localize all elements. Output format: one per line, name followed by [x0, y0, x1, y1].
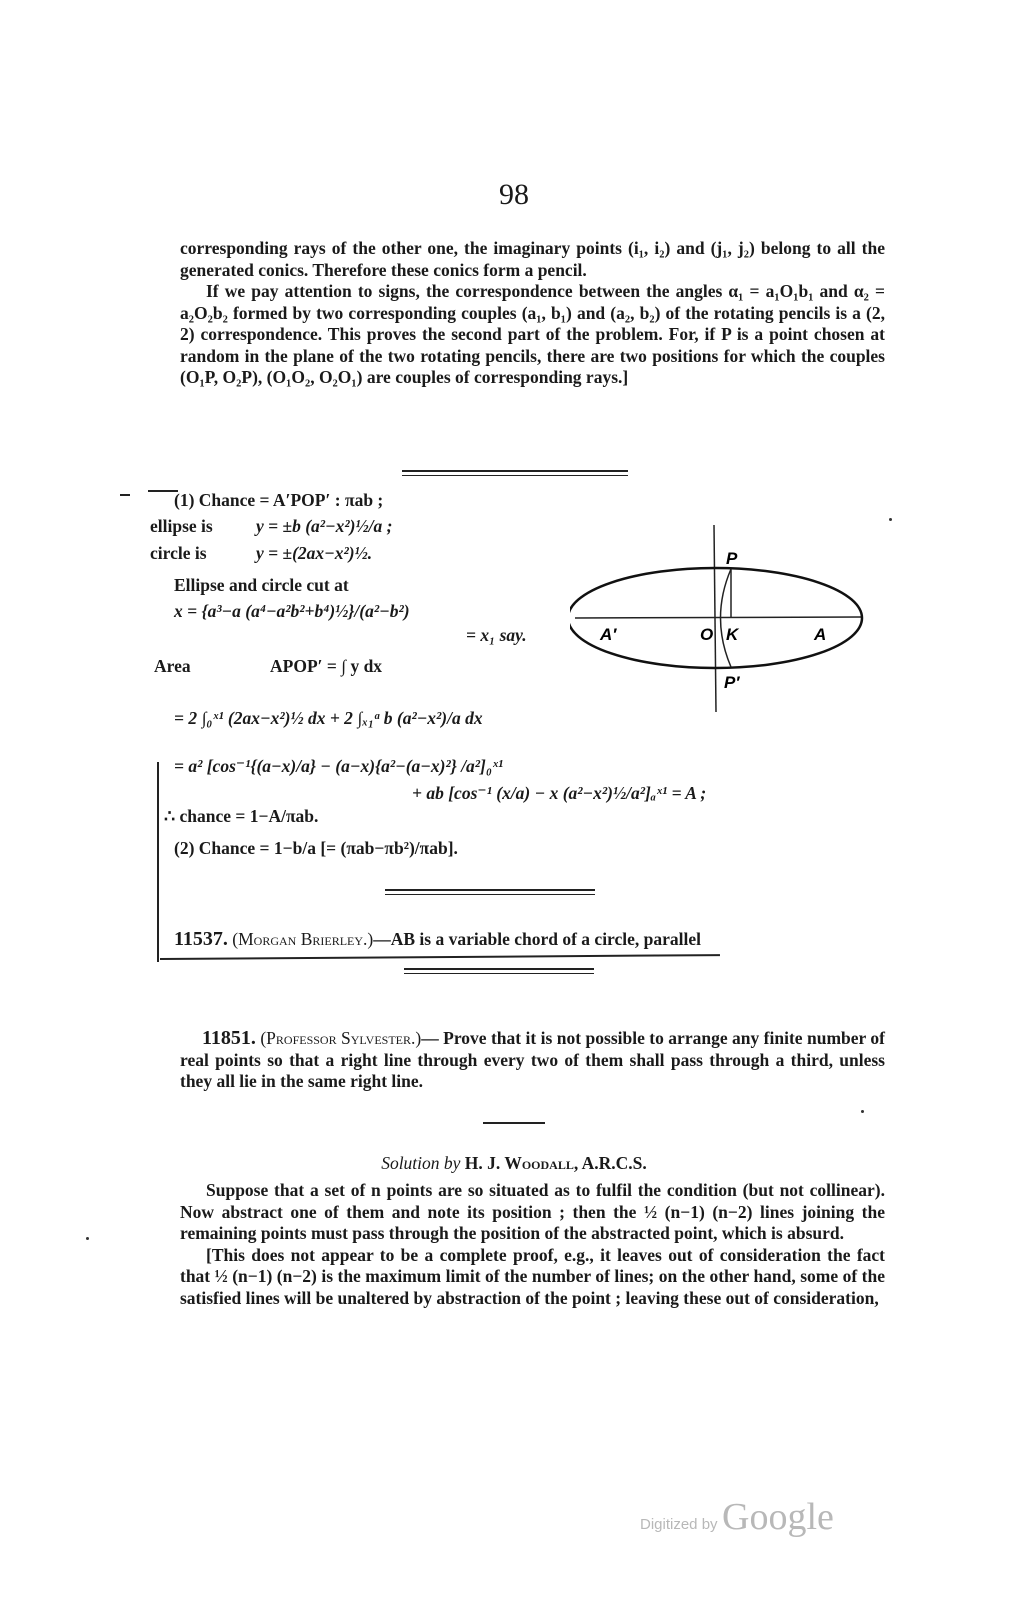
- slip-border: [157, 762, 159, 962]
- divider: [402, 475, 628, 476]
- cut-equation: x = {a³−a (a⁴−a²b²+b⁴)½}/(a²−b²): [174, 601, 410, 621]
- scan-mark: [120, 494, 130, 496]
- ellipse-label: ellipse is: [150, 516, 213, 536]
- integral-line: = 2 ∫₀ˣ¹ (2ax−x²)½ dx + 2 ∫ₓ₁ᵃ b (a²−x²)/a dx: [174, 708, 483, 728]
- digitized-by: Digitized by: [640, 1516, 718, 1533]
- problem-11537: [174, 928, 701, 951]
- top-section: [180, 238, 885, 389]
- label-k: K: [726, 625, 739, 644]
- x-axis: [575, 617, 862, 618]
- result-line-1: = a² [cos⁻¹{(a−x)/a} − (a−x){a²−(a−x)²} /a²]₀ˣ¹: [174, 756, 504, 776]
- label-a: A: [814, 625, 827, 644]
- problem-text: — Prove that it is not possible to arrange any finite number of real points so that a right line through every two of them shall pass through a third, unless they all lie in the same right line.: [180, 1028, 886, 1091]
- chance-result: ∴ chance = 1−A/πab.: [164, 806, 319, 826]
- solution-author: H. J. Woodall, A.R.C.S.: [464, 1153, 647, 1173]
- google-logo: Google: [722, 1496, 834, 1538]
- paragraph: Suppose that a set of n points are so situated as to fulfil the condition (but not collinear). Now abstract one of them and note its position ; then the ½ (n−1) (n−2) lines joining the remaining points must pass through the position of the abstracted point, which is absurd.: [180, 1180, 885, 1243]
- problem-text: —AB is a variable chord of a circle, parallel: [373, 929, 702, 949]
- circle-label: circle is: [150, 543, 207, 563]
- scan-dot: [86, 1237, 89, 1240]
- label-a-prime: A′: [600, 625, 617, 644]
- slip-border: [160, 954, 720, 960]
- paragraph: [This does not appear to be a complete proof, e.g., it leaves out of consideration the fact that ½ (n−1) (n−2) is the maximum limit of the number of lines; on the other hand, some of the satisfied lines will be unaltered by abstraction of the point ; leaving these out of consideration,: [180, 1244, 885, 1308]
- divider: [404, 968, 594, 970]
- problem-author: (Professor Sylvester.): [260, 1028, 422, 1048]
- label-p: P: [726, 549, 738, 568]
- label-p-prime: P′: [724, 673, 740, 692]
- divider: [385, 889, 595, 891]
- problem-author: (Morgan Brierley.): [232, 929, 374, 949]
- label-o: O: [700, 625, 714, 644]
- problem-number: 11537.: [174, 928, 228, 950]
- chance-line: (1) Chance = A′POP′ : πab ;: [174, 490, 384, 510]
- paragraph: corresponding rays of the other one, the imaginary points (i₁, i₂) and (j₁, j₂) belong to all the generated conics. Therefore these conics form a pencil.: [180, 238, 885, 280]
- cut-text: Ellipse and circle cut at: [174, 575, 349, 595]
- result-line-2: + ab [cos⁻¹ (x/a) − x (a²−x²)½/a²]ₐˣ¹ = A ;: [412, 783, 707, 803]
- ellipse-circle-diagram: [570, 500, 920, 720]
- solution-body: [180, 1180, 885, 1309]
- cut-equation-2: = x₁ say.: [466, 625, 527, 645]
- problem-number: 11851.: [202, 1027, 256, 1049]
- scan-dot: [861, 1110, 864, 1113]
- ellipse-equation: y = ±b (a²−x²)½/a ;: [256, 516, 393, 536]
- page-number: 98: [499, 178, 529, 211]
- divider: [402, 470, 628, 472]
- circle-equation: y = ±(2ax−x²)½.: [256, 543, 373, 563]
- solution-heading: [0, 1153, 1028, 1174]
- divider: [385, 894, 595, 895]
- scan-dot: [889, 518, 892, 521]
- y-axis: [714, 525, 716, 712]
- google-watermark: [640, 1495, 834, 1539]
- divider: [404, 973, 594, 974]
- area-equation: APOP′ = ∫ y dx: [270, 656, 383, 676]
- paragraph: If we pay attention to signs, the correspondence between the angles α₁ = a₁O₁b₁ and α₂ = a₂O₂b₂ formed by two corresponding couples (a₁, b₁) and (a₂, b₂) of the rotating pencils is a (2, 2) correspondence. This proves the second part of the problem. For, if P is a point chosen at random in the plane of the two rotating pencils, there are two positions for which the couples (O₁P, O₂P), (O₁O₂, O₂O₁) are couples of corresponding rays.]: [180, 281, 885, 387]
- problem-11851: [180, 1028, 885, 1093]
- solution-by: Solution by: [381, 1153, 461, 1173]
- divider: [483, 1122, 545, 1124]
- area-label: Area: [154, 656, 191, 676]
- chance-2: (2) Chance = 1−b/a [= (πab−πb²)/πab].: [174, 838, 458, 858]
